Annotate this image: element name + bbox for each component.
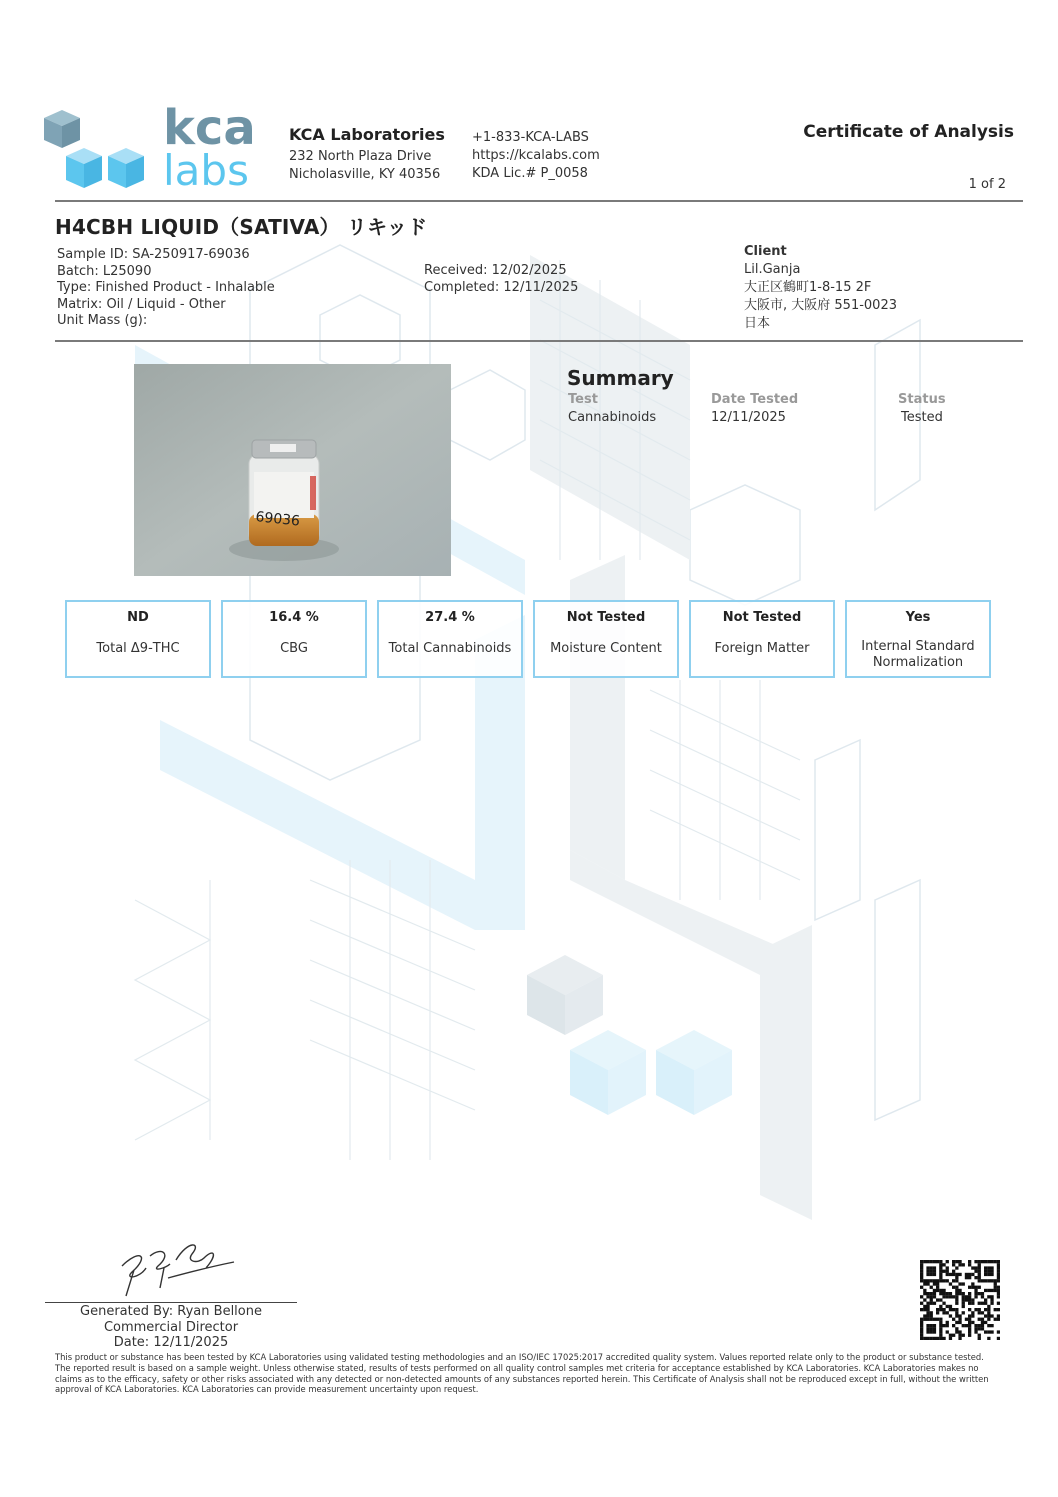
result-value: Yes bbox=[905, 610, 931, 625]
lab-website-link[interactable]: https://kcalabs.com bbox=[472, 148, 600, 163]
header-divider bbox=[55, 200, 1023, 202]
result-value: 27.4 % bbox=[425, 610, 475, 625]
client-heading: Client bbox=[744, 244, 787, 259]
sample-photo bbox=[134, 364, 451, 576]
logo-text-kca: kca bbox=[163, 100, 256, 156]
result-box-internal-standard bbox=[845, 600, 991, 678]
batch: Batch: L25090 bbox=[57, 263, 152, 279]
result-box-foreign-matter bbox=[689, 600, 835, 678]
result-label: Internal Standard Normalization bbox=[861, 639, 975, 670]
result-label: Total Cannabinoids bbox=[388, 641, 512, 656]
unit-mass: Unit Mass (g): bbox=[57, 313, 148, 328]
summary-header-test: Test bbox=[568, 392, 598, 407]
document-title: Certificate of Analysis bbox=[803, 122, 1014, 142]
client-name: Lil.Ganja bbox=[744, 262, 801, 277]
sample-meta bbox=[57, 247, 275, 330]
result-box-moisture-content bbox=[533, 600, 679, 678]
result-value: Not Tested bbox=[722, 610, 802, 625]
signature-date: Date: 12/11/2025 bbox=[113, 1335, 229, 1350]
lab-contact bbox=[472, 129, 600, 183]
lab-address-line1: 232 North Plaza Drive bbox=[289, 149, 432, 164]
result-label: Total Δ9-THC bbox=[96, 641, 180, 656]
summary-title: Summary bbox=[567, 366, 674, 390]
result-label: Foreign Matter bbox=[714, 641, 810, 656]
result-box-total-cannabinoids bbox=[377, 600, 523, 678]
logo-text-labs: labs bbox=[163, 146, 249, 195]
summary-row-status: Tested bbox=[901, 410, 943, 425]
summary-row-test: Cannabinoids bbox=[568, 410, 657, 425]
summary-header-date: Date Tested bbox=[711, 392, 799, 407]
result-box-total-d9-thc bbox=[65, 600, 211, 678]
sample-id: Sample ID: SA-250917-69036 bbox=[57, 247, 250, 262]
lab-address-line2: Nicholasville, KY 40356 bbox=[289, 167, 441, 182]
result-value: 16.4 % bbox=[269, 610, 319, 625]
page-number: 1 of 2 bbox=[968, 177, 1006, 192]
signer-role: Commercial Director bbox=[103, 1319, 239, 1335]
summary-row-date: 12/11/2025 bbox=[711, 410, 786, 425]
kca-logo-cubes-icon bbox=[42, 108, 152, 192]
lab-name: KCA Laboratories bbox=[289, 125, 445, 144]
result-value: Not Tested bbox=[566, 610, 646, 625]
lab-phone[interactable]: +1-833-KCA-LABS bbox=[472, 130, 589, 145]
client-address-line2: 大阪市, 大阪府 551-0023 bbox=[744, 298, 897, 313]
result-label: CBG bbox=[280, 641, 308, 656]
lab-address bbox=[289, 148, 440, 184]
signature-image bbox=[110, 1238, 240, 1300]
client-address-line1: 大正区鶴町1-8-15 2F bbox=[744, 280, 872, 295]
result-value: ND bbox=[127, 610, 149, 625]
photo-label: 69036 bbox=[254, 509, 301, 530]
disclaimer-text: This product or substance has been tested by KCA Laboratories using validated testing methodologies and an ISO/IEC 17025:2017 accredited quality system. Values reported relate only to the product or substance tested. The reported result is based on a sample weight. Unless otherwise stated, results of tests performed on all quality control samples met criteria for acceptance established by KCA Laboratories. KCA Laboratories makes no claims as to the efficacy, safety or other risks associated with any detected or non-detected amounts of any substances reported herein. This Certificate of Analysis shall not be reproduced except in full, without the written approval of KCA Laboratories. KCA Laboratories can provide measurement uncertainty upon request. bbox=[55, 1352, 989, 1395]
sample-type: Type: Finished Product - Inhalable bbox=[57, 280, 275, 295]
received-date: Received: 12/02/2025 bbox=[424, 263, 567, 278]
completed-date: Completed: 12/11/2025 bbox=[424, 279, 579, 295]
client-country: 日本 bbox=[744, 316, 771, 331]
dates-meta bbox=[424, 263, 578, 296]
meta-divider bbox=[55, 340, 1023, 342]
client-block bbox=[744, 243, 897, 333]
generated-by: Generated By: Ryan Bellone bbox=[80, 1304, 262, 1319]
result-label: Moisture Content bbox=[550, 641, 662, 656]
signature-meta bbox=[45, 1304, 297, 1351]
signature-line bbox=[45, 1302, 297, 1303]
lab-license: KDA Lic.# P_0058 bbox=[472, 166, 588, 181]
matrix: Matrix: Oil / Liquid - Other bbox=[57, 296, 226, 312]
qr-code-icon[interactable] bbox=[920, 1260, 1000, 1340]
product-title: H4CBH LIQUID（SATIVA） リキッド bbox=[55, 215, 428, 239]
result-box-cbg bbox=[221, 600, 367, 678]
summary-header-status: Status bbox=[898, 392, 946, 407]
